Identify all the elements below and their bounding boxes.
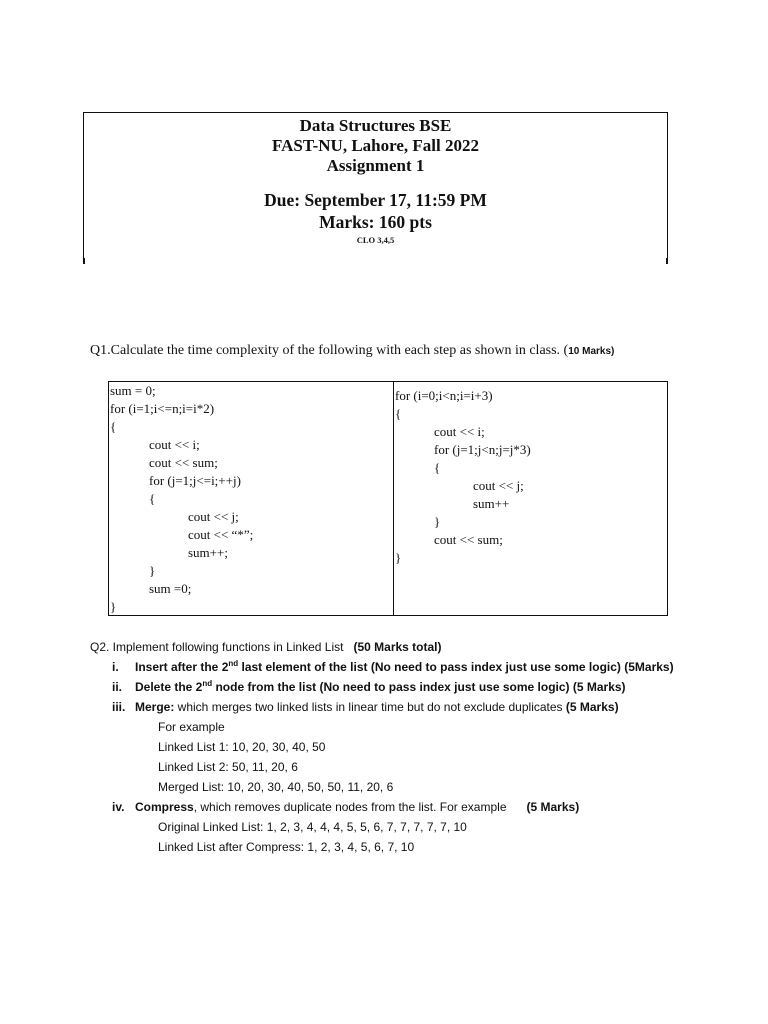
institution-line: FAST-NU, Lahore, Fall 2022 [271, 136, 479, 155]
clo-line: CLO 3,4,5 [356, 235, 395, 245]
ordinal-suffix: nd [202, 679, 213, 688]
header-box-tick-right [666, 258, 668, 264]
code-line: } [395, 514, 441, 529]
q2-item-ii [112, 678, 674, 696]
q1-code-table [108, 381, 668, 616]
merge-list-2: Linked List 2: 50, 11, 20, 6 [158, 760, 298, 774]
code-line: for (i=1;i<=n;i=i*2) [110, 401, 215, 416]
merge-marks: (5 Marks) [565, 700, 619, 714]
q1-marks: 10 Marks) [568, 346, 615, 357]
code-line: cout << “*”; [110, 527, 254, 542]
assignment-title: Assignment 1 [326, 156, 425, 175]
code-table-divider [393, 382, 394, 615]
q2-title: Q2. Implement following functions in Linked List [90, 640, 344, 654]
original-linked-list: Original Linked List: 1, 2, 3, 4, 4, 4, 5, 5, 6, 7, 7, 7, 7, 7, 10 [158, 820, 467, 834]
code-line: cout << j; [395, 478, 524, 493]
item-number: i. [112, 660, 119, 674]
code-line: cout << sum; [395, 532, 503, 547]
code-line: sum = 0; [110, 383, 156, 398]
code-line: } [110, 563, 156, 578]
item-text-start: Insert after the 2 [135, 660, 229, 674]
item-number: iv. [112, 800, 125, 814]
merge-description: which merges two linked lists in linear time but do not exclude duplicates [174, 700, 566, 714]
total-marks: Marks: 160 pts [319, 212, 432, 232]
compress-label: Compress [135, 800, 194, 814]
code-line: for (j=1;j<n;j=j*3) [395, 442, 531, 457]
code-line: sum =0; [110, 581, 192, 596]
code-line: { [110, 491, 156, 506]
code-line: cout << sum; [110, 455, 218, 470]
code-line: } [110, 599, 117, 614]
code-line: sum++; [110, 545, 228, 560]
q2-section [90, 638, 674, 856]
q2-heading [90, 638, 674, 656]
header-box-tick-left [83, 258, 85, 264]
merge-list-1: Linked List 1: 10, 20, 30, 40, 50 [158, 740, 326, 754]
code-line: for (i=0;i<n;i=i+3) [395, 388, 493, 403]
right-code-block [395, 387, 531, 567]
code-line: { [110, 419, 117, 434]
q2-item-i [112, 658, 674, 676]
code-line: { [395, 406, 402, 421]
code-line: cout << i; [395, 424, 485, 439]
left-code-block [110, 382, 253, 616]
q1-text: Q1.Calculate the time complexity of the following with each step as shown in class. ( [90, 343, 569, 358]
code-line: sum++ [395, 496, 510, 511]
ordinal-suffix: nd [228, 659, 239, 668]
assignment-header [83, 112, 668, 262]
item-text-end: node from the list (No need to pass index just use some logic) (5 Marks) [212, 680, 626, 694]
q2-item-iv [112, 798, 674, 816]
code-line: cout << i; [110, 437, 200, 452]
item-text-end: last element of the list (No need to pass index just use some logic) (5Marks) [238, 660, 674, 674]
code-line: { [395, 460, 441, 475]
item-number: ii. [112, 680, 123, 694]
item-text-start: Delete the 2 [135, 680, 203, 694]
merge-example-label: For example [158, 720, 225, 734]
q2-item-iii [112, 698, 674, 716]
compress-description: , which removes duplicate nodes from the list. For example [193, 800, 507, 814]
code-line: for (j=1;j<=i;++j) [110, 473, 241, 488]
compressed-linked-list: Linked List after Compress: 1, 2, 3, 4, 5, 6, 7, 10 [158, 840, 415, 854]
item-number: iii. [112, 700, 126, 714]
course-title: Data Structures BSE [299, 116, 452, 135]
compress-marks: (5 Marks) [526, 800, 580, 814]
merge-label: Merge: [135, 700, 175, 714]
q1-question [90, 343, 614, 359]
merged-list: Merged List: 10, 20, 30, 40, 50, 50, 11, 20, 6 [158, 780, 394, 794]
code-line: cout << j; [110, 509, 239, 524]
due-date: Due: September 17, 11:59 PM [264, 190, 487, 210]
q2-marks: (50 Marks total) [353, 640, 442, 654]
code-line: } [395, 550, 402, 565]
